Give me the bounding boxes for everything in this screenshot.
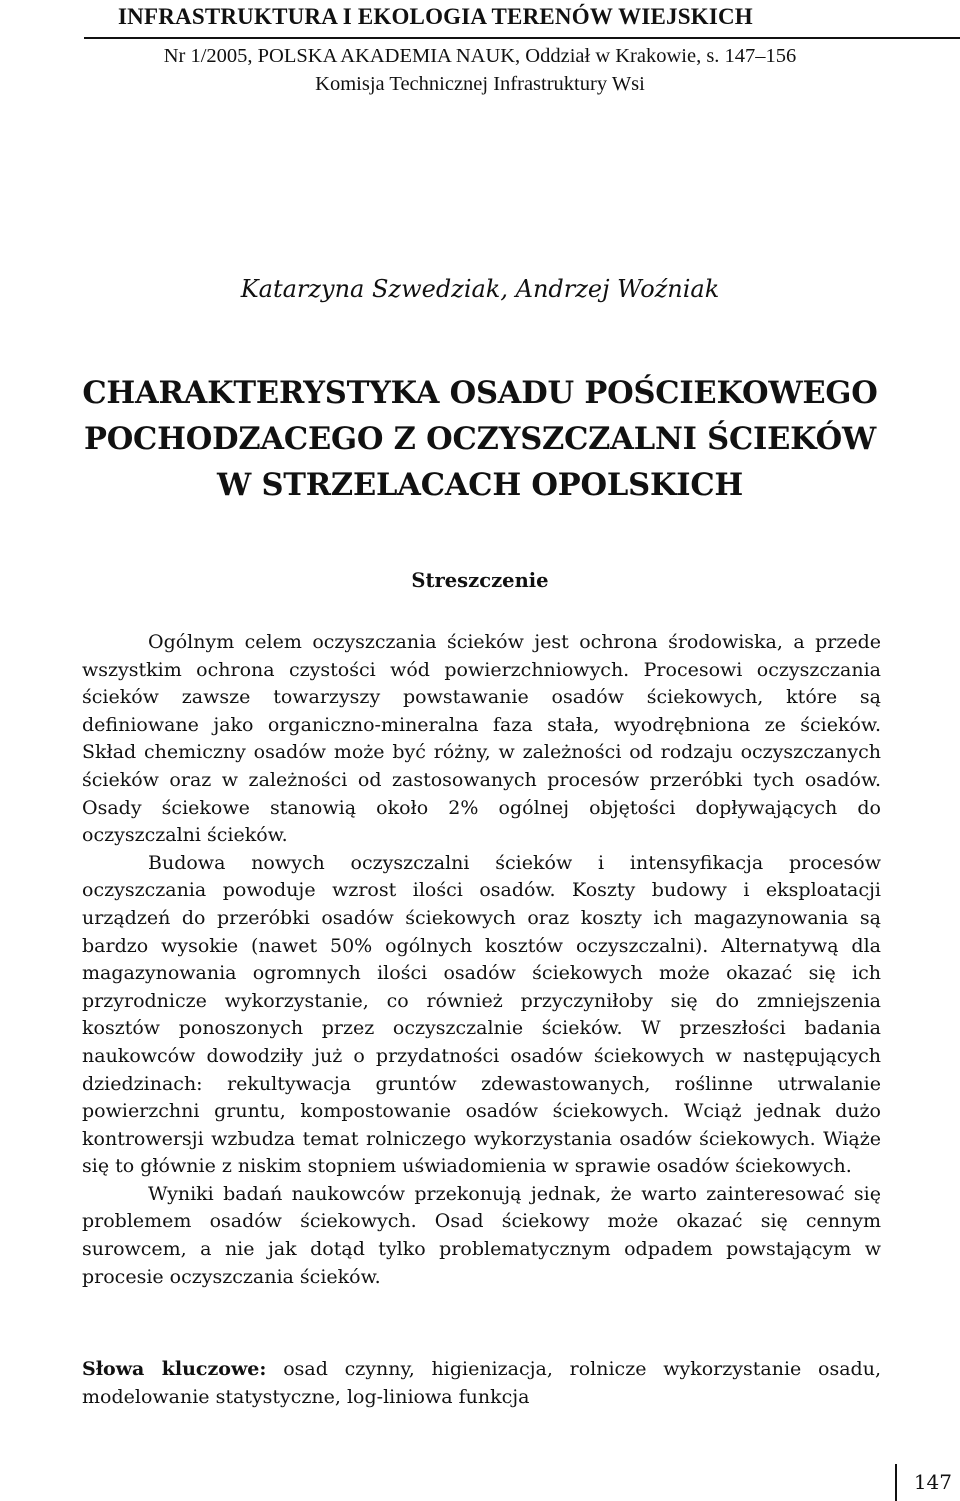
abstract-paragraph: Wyniki badań naukowców przekonują jednak, że warto zainteresować się problemem osadów ściekowych. Osad ściekowy może okazać się cennym surowcem, a nie jak dotąd tylko problematycznym odpadem powstającym w procesie oczyszczania ścieków. (82, 1182, 881, 1288)
page-number: 147 (913, 1470, 952, 1494)
header-rule (84, 37, 960, 39)
paper-title (0, 370, 960, 508)
commission-line: Komisja Technicznej Infrastruktury Wsi (315, 73, 645, 95)
abstract-body (82, 629, 881, 1291)
keywords (82, 1356, 881, 1411)
issue-line: Nr 1/2005, POLSKA AKADEMIA NAUK, Oddział w Krakowie, s. 147–156 (163, 45, 797, 67)
paper-title-line: POCHODZACEGO Z OCZYSZCZALNI ŚCIEKÓW (83, 421, 877, 457)
paper-title-line: CHARAKTERYSTYKA OSADU POŚCIEKOWEGO (82, 375, 878, 411)
authors: Katarzyna Szwedziak, Andrzej Woźniak (240, 275, 720, 303)
paper-title-line: W STRZELACACH OPOLSKICH (216, 467, 744, 503)
keywords-text: osad czynny, higienizacja, rolnicze wykorzystanie osadu, modelowanie statystyczne, log-liniowa funkcja (82, 1358, 881, 1408)
abstract-paragraph: Budowa nowych oczyszczalni ścieków i intensyfikacja procesów oczyszczania powoduje wzrost ilości osadów. Koszty budowy i eksploatacji urządzeń do przeróbki osadów ściekowych oraz koszty ich magazynowania są bardzo wysokie (nawet 50% ogólnych kosztów oczyszczalni). Alternatywą dla magazynowania ogromnych ilości osadów ściekowych może okazać się ich przyrodnicze wykorzystanie, co również przyczyniłoby się do zmniejszenia kosztów ponoszonych przez oczyszczalnie ścieków. W przeszłości badania naukowców dowodziły już o przydatności osadów ściekowych w następujących dziedzinach: rekultywacja gruntów zdewastowanych, roślinne utrwalanie powierzchni gruntu, kompostowanie osadów ściekowych. Wciąż jednak dużo kontrowersji wzbudza temat rolniczego wykorzystania osadów ściekowych. Wiąże się to głównie z niskim stopniem uświadomienia w sprawie osadów ściekowych. (82, 851, 881, 1178)
journal-title: INFRASTRUKTURA I EKOLOGIA TERENÓW WIEJSKICH (118, 4, 753, 29)
page-number-rule (895, 1464, 897, 1501)
abstract-paragraph: Ogólnym celem oczyszczania ścieków jest ochrona środowiska, a przede wszystkim ochrona czystości wód powierzchniowych. Procesowi oczyszczania ścieków zawsze towarzyszy powstawanie osadów ściekowych, które są definiowane jako organiczno-mineralna faza stała, wyodrębniona ze ścieków. Skład chemiczny osadów może być różny, w zależności od rodzaju oczyszczanych ścieków oraz w zależności od zastosowanych procesów przeróbki tych osadów. Osady ściekowe stanowią około 2% ogólnej objętości dopływających do oczyszczalni ścieków. (82, 631, 881, 847)
keywords-label: Słowa kluczowe: (82, 1358, 267, 1380)
abstract-heading: Streszczenie (411, 569, 549, 592)
